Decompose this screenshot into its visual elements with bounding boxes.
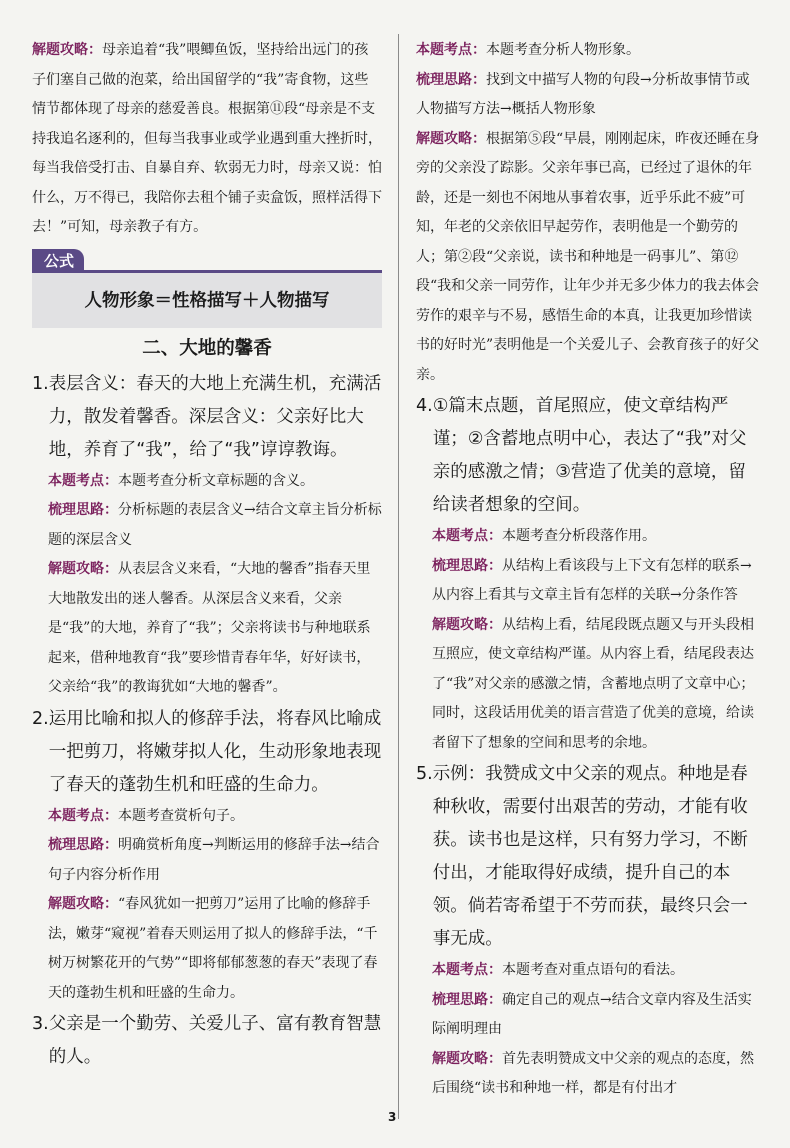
gonglue-text: “春风犹如一把剪刀”运用了比喻的修辞手法，嫩芽“窥视”着春天则运用了拟人的修辞手法，“千树万树繁花开的气势”“即将郁郁葱葱的春天”表现了春天的蓬勃生机和旺盛的生命力。 — [48, 896, 378, 1001]
gonglue-text: 首先表明赞成文中父亲的观点的态度，然后围绕“读书和种地一样，都是有付出才 — [432, 1050, 754, 1096]
q1-silu — [32, 496, 382, 555]
gonglue-label: 解题攻略： — [416, 130, 486, 147]
q3-silu — [416, 66, 762, 125]
q4-answer-text: ①篇末点题，首尾照应，使文章结构严谨；②含蓄地点明中心，表达了“我”对父亲的感激之情；③营造了优美的意境，留给读者想象的空间。 — [432, 396, 747, 515]
formula-tab: 公式 — [32, 249, 84, 272]
formula-text: 人物形象＝性格描写＋人物描写 — [32, 273, 382, 328]
q4-kaodian — [416, 522, 762, 552]
q5-number: 5. — [416, 764, 433, 784]
right-column — [416, 36, 762, 1104]
silu-text: 确定自己的观点→结合文章内容及生活实际阐明理由 — [432, 991, 752, 1037]
gonglue-label: 解题攻略： — [432, 616, 502, 633]
formula-block — [32, 243, 382, 328]
intro-paragraph — [32, 36, 382, 243]
gonglue-label: 解题攻略： — [48, 896, 118, 912]
silu-label: 梳理思路： — [416, 71, 486, 88]
gonglue-label: 解题攻略： — [48, 561, 118, 577]
q4-gonglue — [416, 611, 762, 759]
kaodian-label: 本题考点： — [432, 528, 502, 544]
q1-kaodian — [32, 467, 382, 497]
q5-kaodian — [416, 956, 762, 986]
q2-answer-text: 运用比喻和拟人的修辞手法，将春风比喻成一把剪刀，将嫩芽拟人化，生动形象地表现了春天的蓬勃生机和旺盛的生命力。 — [48, 708, 382, 795]
q2-answer — [32, 703, 382, 802]
left-column — [32, 36, 382, 1074]
q3-number: 3. — [32, 1014, 49, 1034]
kaodian-text: 本题考查分析文章标题的含义。 — [118, 472, 314, 489]
page-number: 3 — [388, 1110, 397, 1124]
q1-gonglue — [32, 555, 382, 703]
q3-gonglue — [416, 125, 762, 391]
gonglue-text: 从表层含义来看，“大地的馨香”指春天里大地散发出的迷人馨香。从深层含义来看，父亲是“我”的大地，养育了“我”；父亲将读书与种地联系起来，借种地教育“我”要珍惜青春年华，好好读书，父亲给“我”的教诲犹如“大地的馨香”。 — [48, 561, 371, 695]
q2-number: 2. — [32, 708, 49, 729]
q2-gonglue — [32, 890, 382, 1008]
kaodian-label: 本题考点： — [432, 962, 502, 978]
silu-label: 梳理思路： — [432, 991, 502, 1008]
kaodian-text: 本题考查分析段落作用。 — [502, 528, 656, 544]
q2-silu — [32, 831, 382, 890]
q1-number: 1. — [32, 373, 49, 394]
gonglue-text: 母亲追着“我”喂鲫鱼饭，坚持给出远门的孩子们塞自己做的泡菜，给出国留学的“我”寄食物，这些情节都体现了母亲的慈爱善良。根据第⑪段“母亲是不支持我追名逐利的，但每当我事业或学业遇到重大挫折时，每当我倍受打击、自暴自弃、软弱无力时，母亲又说：怕什么，万不得已，我陪你去租个铺子卖盒饭，照样活得下去！”可知，母亲教子有方。 — [32, 42, 382, 235]
q1-answer-text: 表层含义：春天的大地上充满生机，充满活力，散发着馨香。深层含义：父亲好比大地，养育了“我”，给了“我”谆谆教诲。 — [48, 373, 382, 460]
column-divider — [398, 34, 399, 1119]
silu-text: 明确赏析角度→判断运用的修辞手法→结合句子内容分析作用 — [48, 837, 380, 883]
silu-label: 梳理思路： — [48, 502, 118, 518]
q5-silu — [416, 986, 762, 1045]
kaodian-text: 本题考查分析人物形象。 — [486, 42, 640, 58]
q1-answer — [32, 368, 382, 467]
kaodian-label: 本题考点： — [48, 472, 118, 489]
kaodian-text: 本题考查赏析句子。 — [118, 807, 244, 824]
silu-label: 梳理思路： — [48, 837, 118, 853]
silu-text: 从结构上看该段与上下文有怎样的联系→从内容上看其与文章主旨有怎样的关联→分条作答 — [432, 557, 752, 603]
q4-answer — [416, 390, 762, 522]
q2-kaodian — [32, 802, 382, 832]
silu-text: 找到文中描写人物的句段→分析故事情节或人物描写方法→概括人物形象 — [416, 71, 750, 117]
section-title: 二、大地的馨香 — [142, 337, 272, 359]
gonglue-text: 根据第⑤段“早晨，刚刚起床，昨夜还睡在身旁的父亲没了踪影。父亲年事已高，已经过了退休的年龄，还是一刻也不闲地从事着农事，近乎乐此不疲”可知，年老的父亲依旧早起劳作，表明他是一个勤劳的人；第②段“父亲说，读书和种地是一码事儿”、第⑫段“我和父亲一同劳作，让年少并无多少体力的我去体会劳作的艰辛与不易，感悟生命的本真，让我更加珍惜读书的好时光”表明他是一个关爱儿子、会教育孩子的好父亲。 — [416, 130, 760, 383]
q4-silu — [416, 552, 762, 611]
q5-gonglue — [416, 1045, 762, 1104]
silu-text: 分析标题的表层含义→结合文章主旨分析标题的深层含义 — [48, 502, 382, 548]
gonglue-label: 解题攻略： — [32, 42, 102, 58]
gonglue-text: 从结构上看，结尾段既点题又与开头段相互照应，使文章结构严谨。从内容上看，结尾段表达了“我”对父亲的感激之情，含蓄地点明了文章中心；同时，这段话用优美的语言营造了优美的意境，给读者留下了想象的空间和思考的余地。 — [432, 616, 755, 751]
gonglue-label: 解题攻略： — [432, 1050, 502, 1067]
q5-answer-text: 示例：我赞成文中父亲的观点。种地是春种秋收，需要付出艰苦的劳动，才能有收获。读书也是这样，只有努力学习，不断付出，才能取得好成绩，提升自己的本领。倘若寄希望于不劳而获，最终只会一事无成。 — [432, 764, 748, 949]
q3-answer-text: 父亲是一个勤劳、关爱儿子、富有教育智慧的人。 — [48, 1014, 382, 1067]
q3-kaodian — [416, 36, 762, 66]
q3-answer — [32, 1008, 382, 1074]
q4-number: 4. — [416, 396, 433, 416]
kaodian-text: 本题考查对重点语句的看法。 — [502, 962, 684, 978]
kaodian-label: 本题考点： — [416, 42, 486, 58]
silu-label: 梳理思路： — [432, 557, 502, 574]
kaodian-label: 本题考点： — [48, 807, 118, 824]
q5-answer — [416, 758, 762, 956]
